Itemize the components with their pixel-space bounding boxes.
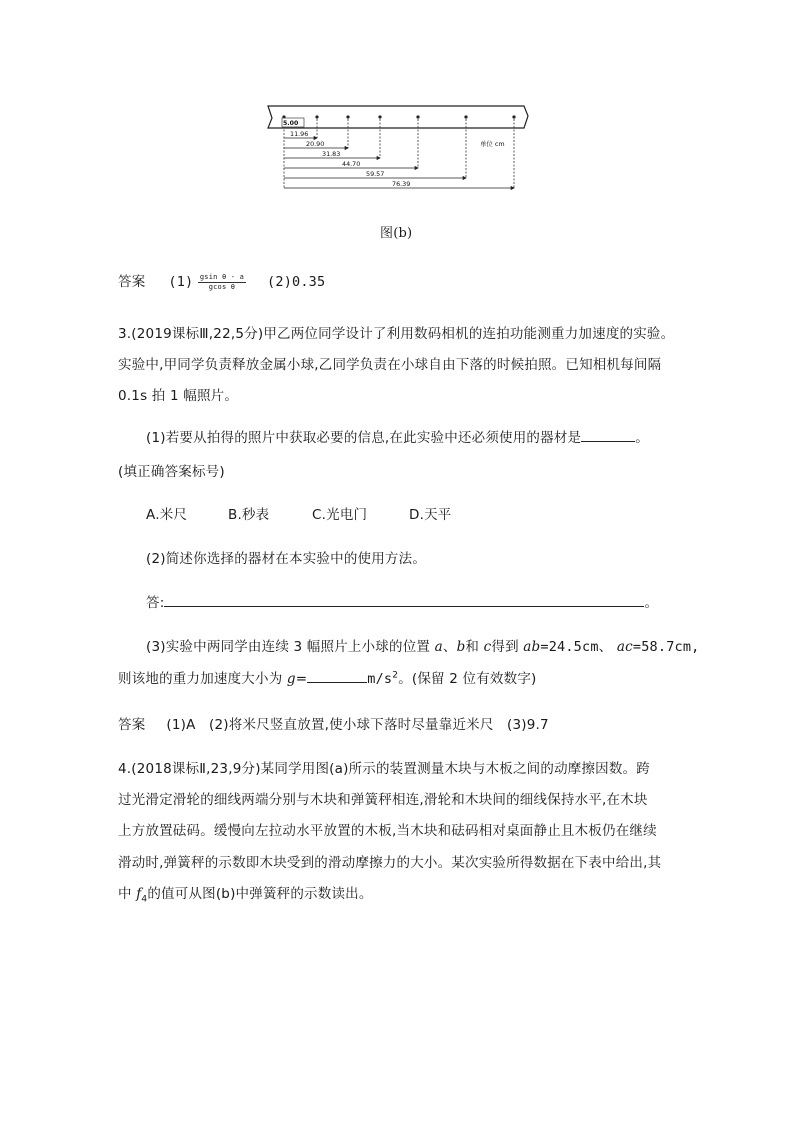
tick-dot [346,115,349,118]
answer-end: 。 [644,595,659,611]
measure-5: 59.57 [366,170,385,178]
ac: ac [616,639,633,655]
measure-0: 5.00 [283,120,299,127]
q4-line5-start: 中 [118,886,132,902]
q3-sub1-text: (1)若要从拍得的照片中获取必要的信息,在此实验中还必须使用的器材是 [146,430,582,446]
option-b: B.秒表 [228,507,270,523]
and-text: 和 [465,639,480,655]
var-g: g [286,671,296,687]
tick-dot [512,115,515,118]
fraction-denominator: gcos θ [208,282,236,291]
sep: 、 [442,639,457,655]
answer-3 [118,713,549,733]
measure-2: 20.90 [306,140,325,148]
var-b: b [456,639,466,655]
option-a: A.米尺 [146,507,188,523]
answer-prefix: 答: [146,595,165,611]
option-c: C.光电门 [312,507,368,523]
q3-sub1-note: (填正确答案标号) [118,464,225,480]
sub3-text: (3)实验中两同学由连续 3 幅照片上小球的位置 [146,639,431,655]
var-c: c [483,639,492,655]
answer-2 [118,270,325,292]
ac-value: =58.7cm, [632,639,700,655]
answer-label: 答案 [118,274,146,290]
answer-fraction [198,273,246,292]
var-f-sub: 4 [141,894,148,905]
q3-line-1: 3.(2019课标Ⅲ,22,5分)甲乙两位同学设计了利用数码相机的连拍功能测重力加速度的实验。 [118,326,675,342]
q4-line-5 [118,882,373,905]
answer-part2: (2)0.35 [267,274,326,290]
q4-line-1: 4.(2018课标Ⅱ,23,9分)某同学用图(a)所示的装置测量木块与木板之间的动摩擦因数。跨 [118,761,650,777]
q4-line5-end: 的值可从图(b)中弹簧秤的示数读出。 [147,886,373,902]
q3-sub1-blank[interactable] [581,441,635,442]
sub3-note: 。(保留 2 位有效数字) [398,671,537,687]
figure-b [262,100,534,196]
tick-dot [378,115,381,118]
g-blank[interactable] [307,682,367,683]
measure-1: 11.96 [290,130,309,138]
figure-caption: 图(b) [380,226,413,241]
answer3-label: 答案 [118,717,146,733]
equals: = [295,671,308,687]
q4-line-3: 上方放置砝码。缓慢向左拉动水平放置的木板,当木块和砝码相对桌面静止且木板仍在继续 [118,823,657,839]
measure-6: 76.39 [392,180,411,188]
tick-dot [315,115,318,118]
drop-lines [284,119,514,188]
tick-dot [416,115,419,118]
answer3-text: (1)A (2)将米尺竖直放置,使小球下落时尽量靠近米尺 (3)9.7 [166,717,549,733]
measure-4: 44.70 [342,160,361,168]
ab-value: =24.5cm、 [540,639,613,655]
got-text: 得到 [491,639,519,655]
q3-line-3: 0.1s 拍 1 幅照片。 [118,388,239,404]
ab: ab [523,639,541,655]
q4-line-4: 滑动时,弹簧秤的示数即木块受到的滑动摩擦力的大小。某次实验所得数据在下表中给出,其 [118,855,662,871]
sub3-text-2: 则该地的重力加速度大小为 [118,671,283,687]
q3-sub3-line1 [146,635,700,655]
q3-answer-line [146,591,658,611]
var-f: f [136,886,142,902]
option-d: D.天平 [409,507,452,523]
q3-sub3-line2 [118,667,537,687]
unit: m/s [367,671,393,687]
answer-part1: (1) [168,274,194,290]
tick-marks [282,115,515,118]
q3-sub1 [146,426,649,446]
fraction-numerator: gsin θ - a [199,272,245,281]
unit-sup: 2 [392,670,399,681]
q3-options [146,503,452,523]
board [268,106,528,128]
q3-line-2: 实验中,甲同学负责释放金属小球,乙同学负责在小球自由下落的时候拍照。已知相机每间隔 [118,357,662,373]
q3-sub1-end: 。 [635,430,649,446]
q3-sub2: (2)简述你选择的器材在本实验中的使用方法。 [146,551,427,567]
var-a: a [434,639,443,655]
q4-line-2: 过光滑定滑轮的细线两端分别与木块和弹簧秤相连,滑轮和木块间的细线保持水平,在木块 [118,792,648,808]
answer-blank[interactable] [164,606,644,607]
tick-dot [464,115,467,118]
unit-label: 单位 cm [480,140,505,148]
measure-3: 31.83 [322,150,341,158]
